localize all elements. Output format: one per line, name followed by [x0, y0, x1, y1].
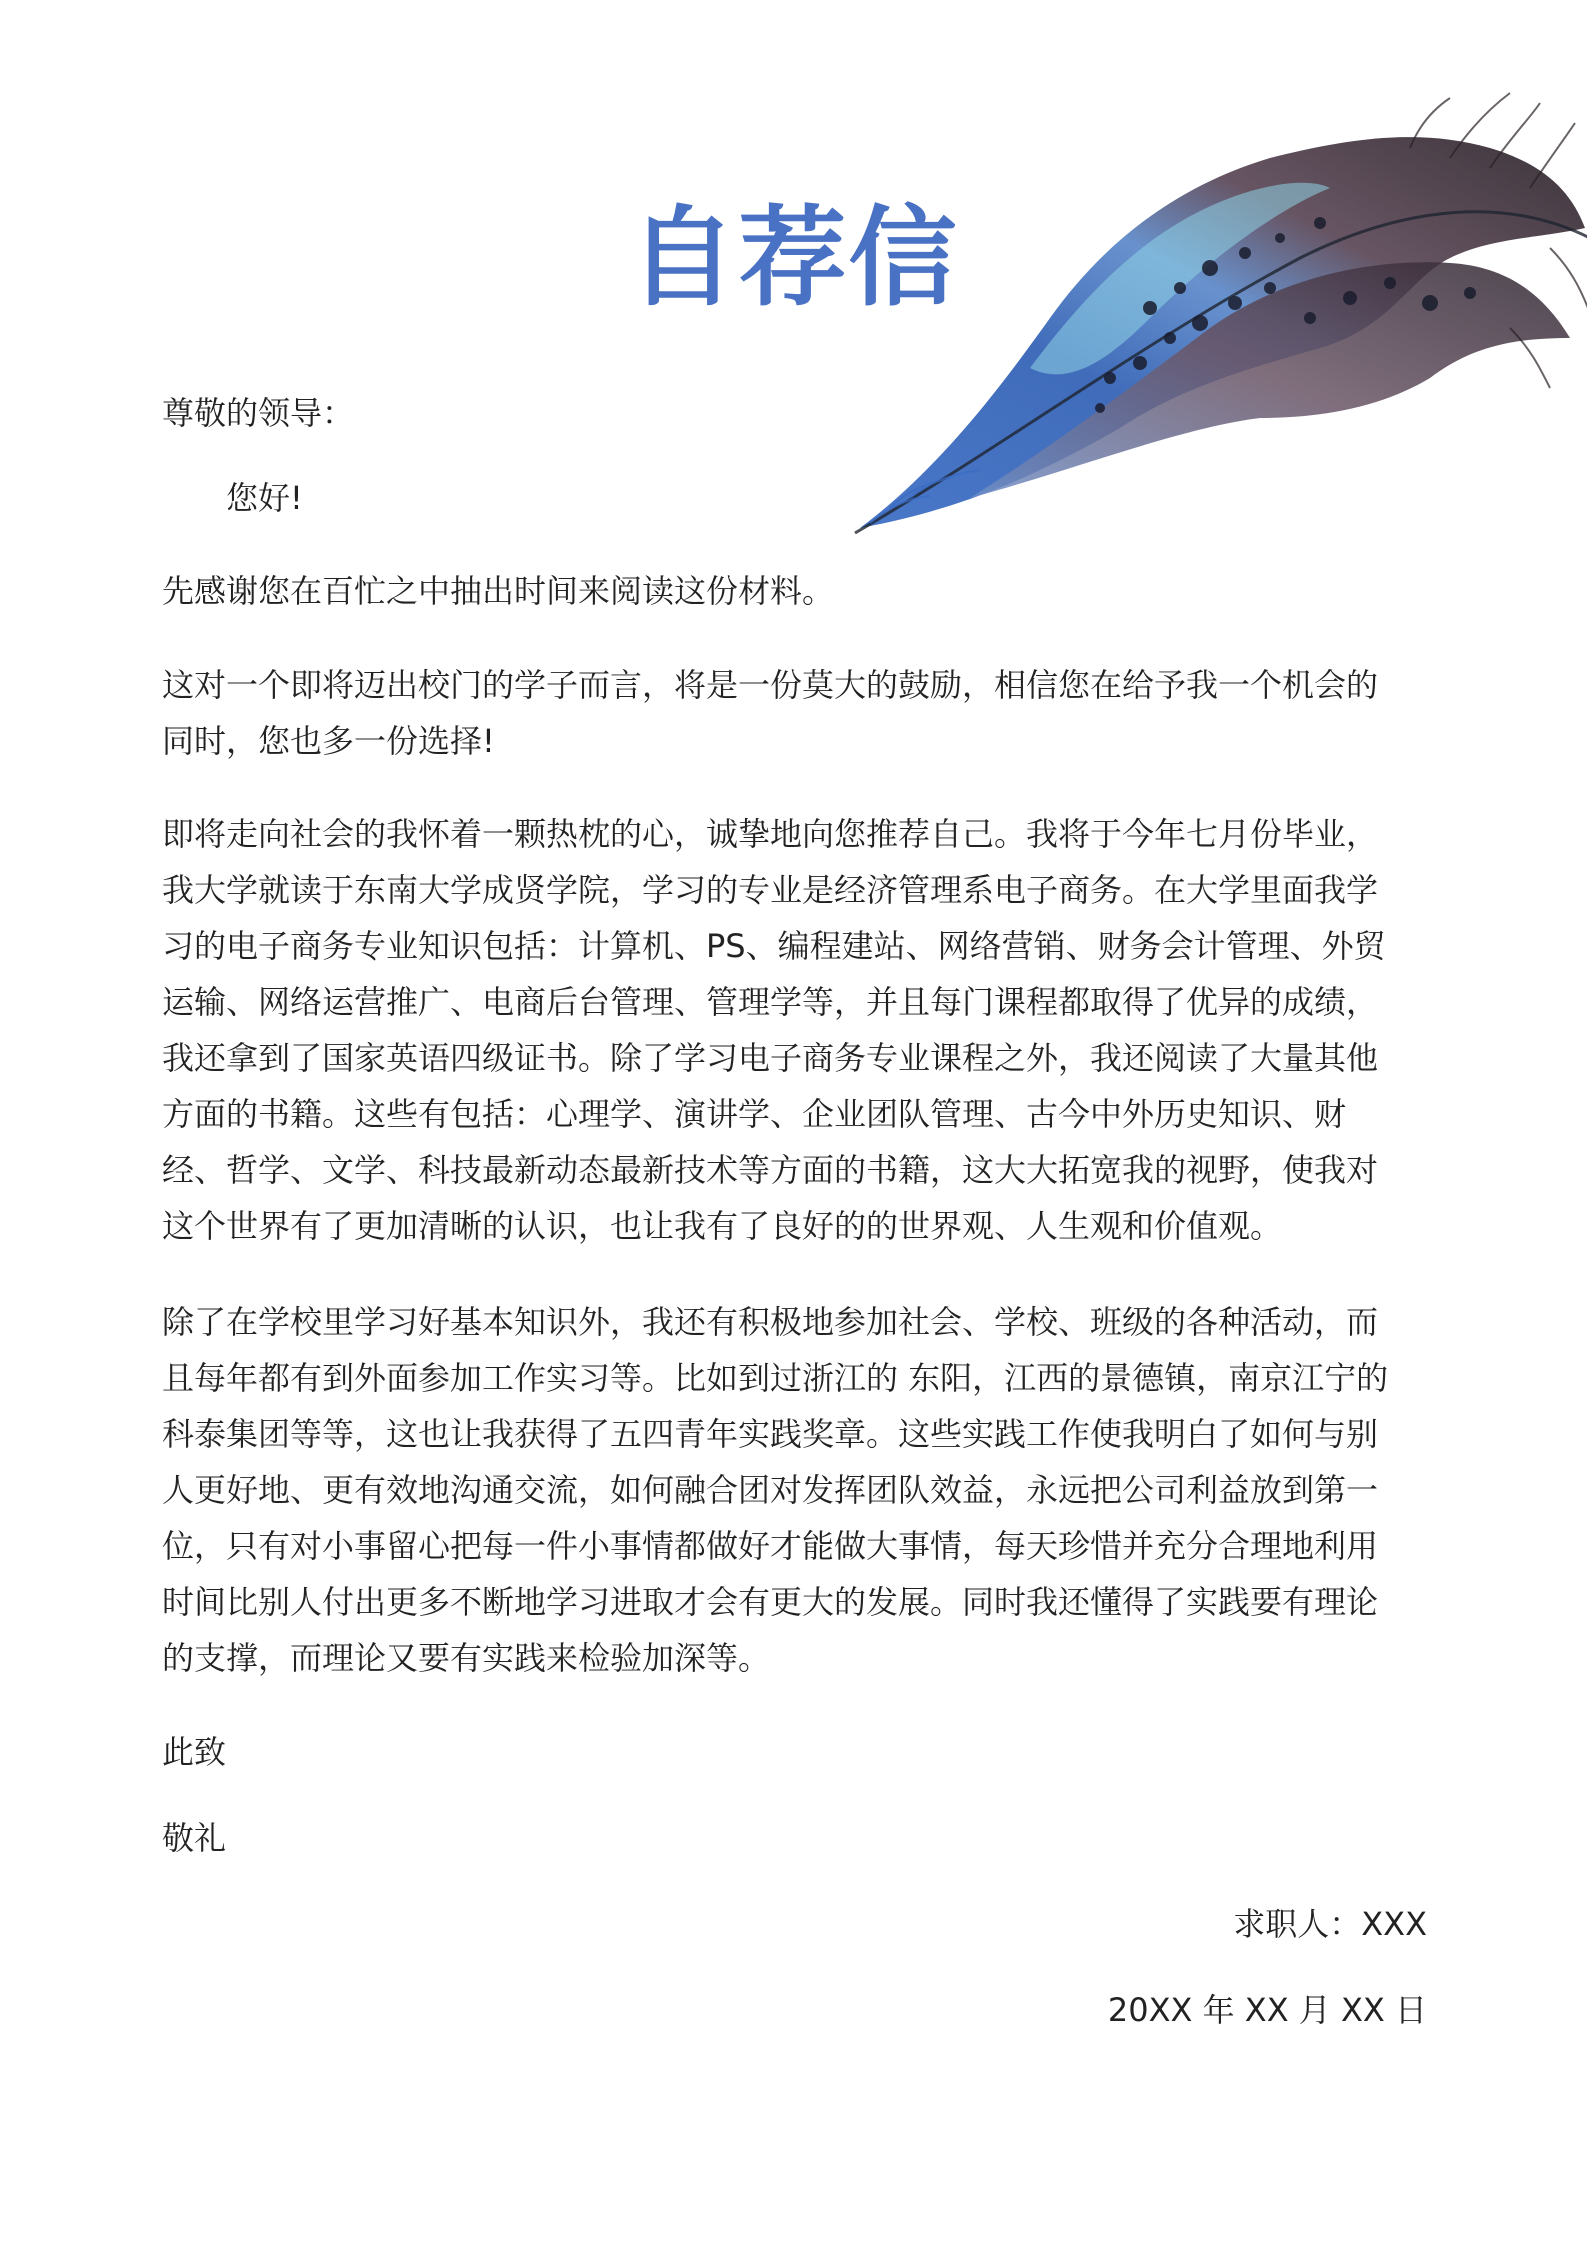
page-title: 自荐信 [628, 196, 959, 321]
paragraph: 即将走向社会的我怀着一颗热枕的心，诚挚地向您推荐自己。我将于今年七月份毕业，我大学就读于东南大学成贤学院，学习的专业是经济管理系电子商务。在大学里面我学习的电子商务专业知识包括：计算机、PS、编程建站、网络营销、财务会计管理、外贸运输、网络运营推广、电商后台管理、管理学等，并且每门课程都取得了优异的成绩，我还拿到了国家英语四级证书。除了学习电子商务专业课程之外，我还阅读了大量其他方面的书籍。这些有包括：心理学、演讲学、企业团队管理、古今中外历史知识、财经、哲学、文学、科技最新动态最新技术等方面的书籍，这大大拓宽我的视野，使我对这个世界有了更加清晰的认识，也让我有了良好的的世界观、人生观和价值观。 [162, 815, 1386, 1245]
closing-line: 敬礼 [162, 1819, 227, 1857]
signature: 求职人：XXX [1233, 1905, 1427, 1943]
signature-date: 20XX 年 XX 月 XX 日 [1107, 1991, 1427, 2029]
paragraph: 除了在学校里学习好基本知识外，我还有积极地参加社会、学校、班级的各种活动，而且每年都有到外面参加工作实习等。比如到过浙江的 东阳，江西的景德镇，南京江宁的科泰集团等等，这也让我获得了五四青年实践奖章。这些实践工作使我明白了如何与别人更好地、更有效地沟通交流，如何融合团对发挥团队效益，永远把公司利益放到第一位，只有对小事留心把每一件小事情都做好才能做大事情，每天珍惜并充分合理地利用时间比别人付出更多不断地学习进取才会有更大的发展。同时我还懂得了实践要有理论的支撑，而理论又要有实践来检验加深等。 [162, 1303, 1389, 1677]
paragraph: 先感谢您在百忙之中抽出时间来阅读这份材料。 [162, 572, 835, 610]
greeting: 您好! [226, 479, 303, 517]
paragraph: 这对一个即将迈出校门的学子而言，将是一份莫大的鼓励，相信您在给予我一个机会的同时，您也多一份选择! [162, 666, 1379, 760]
closing-line: 此致 [162, 1733, 227, 1771]
salutation: 尊敬的领导： [162, 394, 355, 432]
